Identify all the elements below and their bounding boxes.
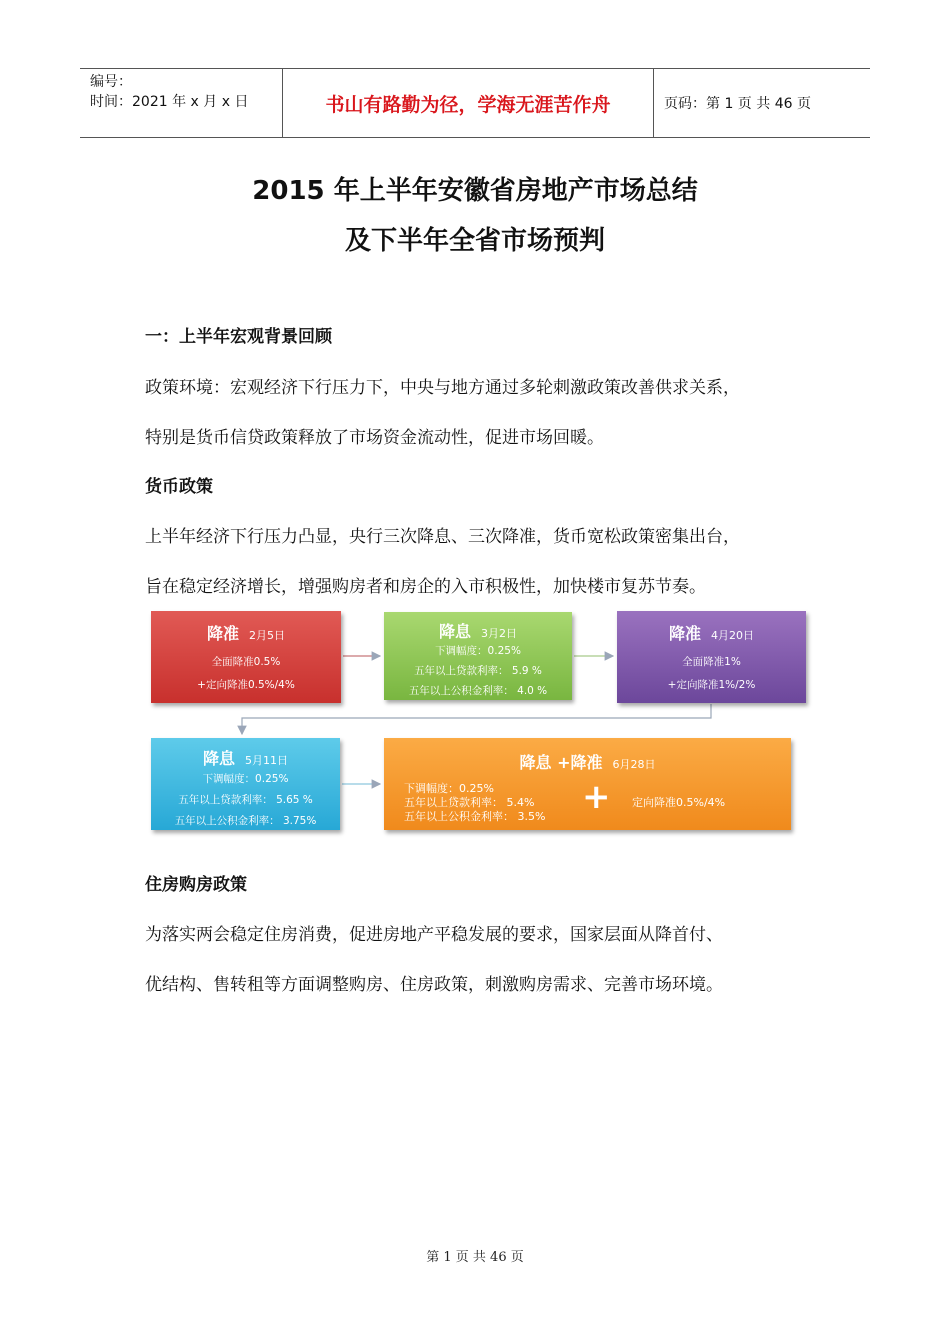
box-line: 五年以上公积金利率： 3.75% bbox=[174, 815, 317, 827]
arrow-3-to-4 bbox=[242, 704, 711, 734]
section-heading-macro: 一：上半年宏观背景回顾 bbox=[145, 327, 332, 347]
box-line: 下调幅度：0.25% bbox=[404, 782, 494, 795]
box-rrr-line: 定向降准0.5%/4% bbox=[632, 796, 726, 809]
box-line: 全面降准0.5% bbox=[211, 656, 281, 668]
document-title-line1: 2015 年上半年安徽省房地产市场总结 bbox=[252, 176, 698, 206]
section-heading-housing: 住房购房政策 bbox=[145, 875, 247, 895]
monetary-paragraph-line1: 上半年经济下行压力凸显，央行三次降息、三次降准，货币宽松政策密集出台， bbox=[145, 527, 740, 547]
policy-box-mar-rate-cut bbox=[384, 612, 572, 700]
section-heading-monetary: 货币政策 bbox=[145, 477, 213, 497]
box-line: +定向降准0.5%/4% bbox=[197, 679, 295, 691]
box-line: 五年以上贷款利率： 5.65 % bbox=[178, 794, 313, 806]
box-line: 下调幅度：0.25% bbox=[202, 773, 289, 785]
policy-box-may-rate-cut bbox=[151, 738, 340, 830]
housing-paragraph-line2: 优结构、售转租等方面调整购房、住房政策，刺激购房需求、完善市场环境。 bbox=[145, 975, 723, 995]
box-line: 全面降准1% bbox=[682, 656, 741, 668]
box-line: 五年以上公积金利率： 4.0 % bbox=[408, 685, 548, 697]
box-title: 降准 bbox=[668, 624, 701, 643]
box-title: 降息 bbox=[202, 749, 235, 768]
box-line: 五年以上公积金利率： 3.5% bbox=[404, 810, 546, 823]
header-meta bbox=[80, 69, 282, 137]
policy-box-jun-rate-and-rrr-cut bbox=[384, 738, 791, 830]
housing-paragraph-line1: 为落实两会稳定住房消费，促进房地产平稳发展的要求，国家层面从降首付、 bbox=[145, 925, 723, 945]
policy-paragraph-line2: 特别是货币信贷政策释放了市场资金流动性，促进市场回暖。 bbox=[145, 428, 604, 448]
box-line: 五年以上贷款利率： 5.9 % bbox=[414, 665, 542, 677]
header-page-info: 页码：第 1 页 共 46 页 bbox=[664, 96, 811, 112]
box-date: 3月2日 bbox=[481, 627, 517, 640]
box-date: 2月5日 bbox=[249, 629, 285, 642]
box-date: 5月11日 bbox=[245, 754, 288, 767]
header-motto: 书山有路勤为径，学海无涯苦作舟 bbox=[282, 69, 654, 137]
box-line: +定向降准1%/2% bbox=[667, 679, 756, 691]
page-header bbox=[80, 68, 870, 138]
box-date: 6月28日 bbox=[612, 758, 656, 771]
date-label: 时间：2021 年 x 月 x 日 bbox=[90, 94, 249, 110]
box-title: 降息 bbox=[438, 622, 471, 641]
plus-icon: + bbox=[582, 777, 611, 817]
number-label: 编号： bbox=[90, 74, 132, 90]
monetary-paragraph-line2: 旨在稳定经济增长，增强购房者和房企的入市积极性，加快楼市复苏节奏。 bbox=[145, 577, 706, 597]
box-date: 4月20日 bbox=[711, 629, 754, 642]
box-line: 下调幅度：0.25% bbox=[435, 645, 521, 657]
policy-box-apr-rrr-cut bbox=[617, 611, 806, 703]
box-rate-lines bbox=[404, 782, 545, 824]
policy-paragraph-line1: 政策环境：宏观经济下行压力下，中央与地方通过多轮刺激政策改善供求关系， bbox=[145, 378, 740, 398]
document-title-line2: 及下半年全省市场预判 bbox=[344, 226, 605, 256]
policy-box-feb-rrr-cut bbox=[151, 611, 341, 703]
box-title: 降准 bbox=[206, 624, 239, 643]
box-title: 降息 +降准 bbox=[519, 753, 603, 772]
box-line: 五年以上贷款利率： 5.4% bbox=[404, 796, 535, 809]
page-footer: 第 1 页 共 46 页 bbox=[426, 1250, 524, 1265]
